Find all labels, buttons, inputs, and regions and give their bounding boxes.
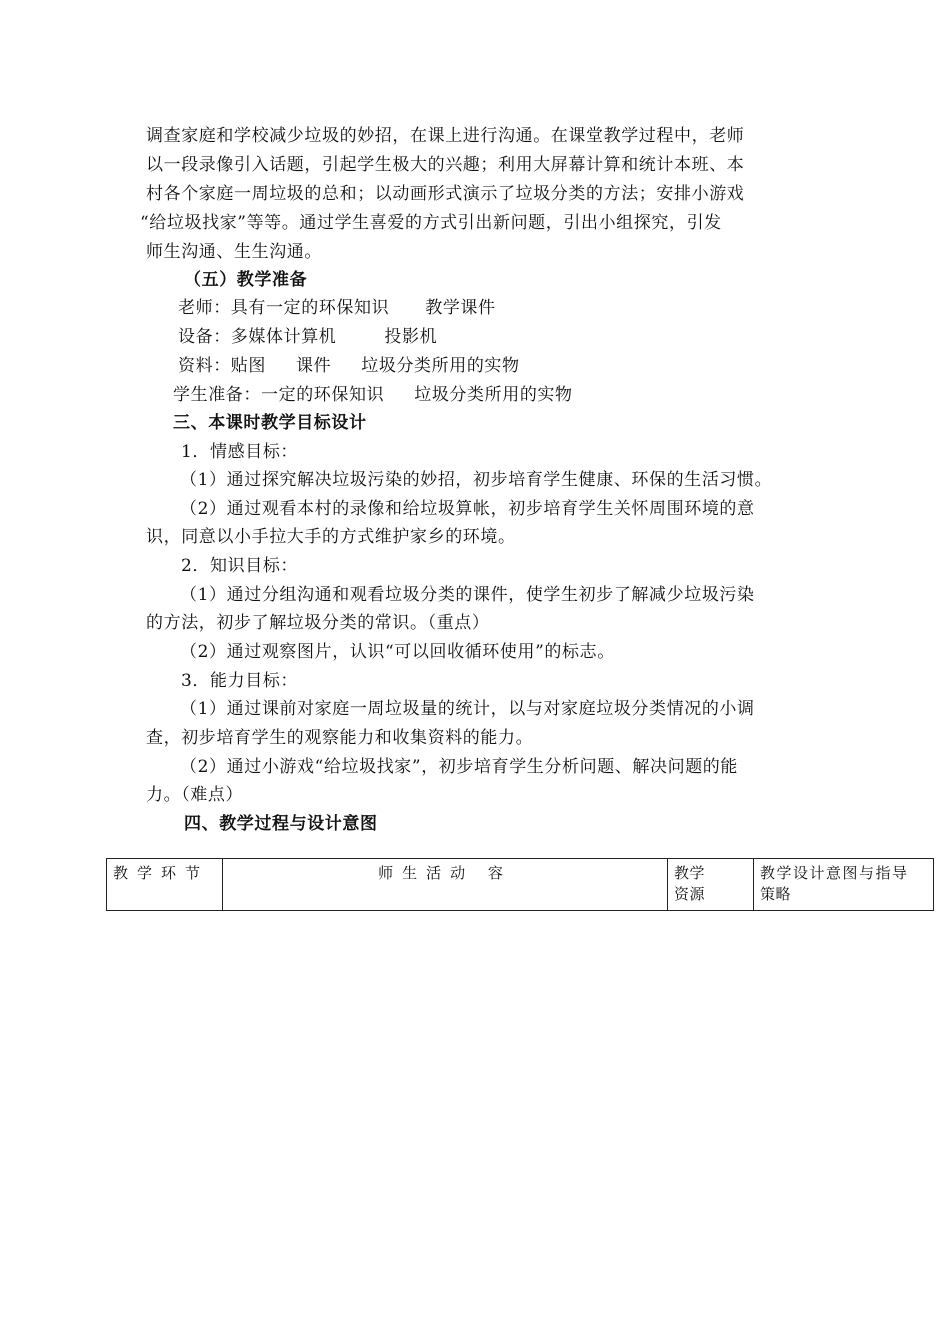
goal-title-knowledge: 2．知识目标： (181, 556, 299, 576)
paragraph-line: 以一段录像引入话题，引起学生极大的兴趣；利用大屏幕计算和统计本班、本 (146, 155, 745, 175)
prep-equipment: 设备：多媒体计算机 投影机 (178, 327, 438, 347)
goal-item: （1）通过探究解决垃圾污染的妙招，初步培育学生健康、环保的生活习惯。 (180, 470, 773, 490)
goal-item: 的方法，初步了解垃圾分类的常识。（重点） (146, 613, 490, 633)
goal-item: （1）通过课前对家庭一周垃圾量的统计，以与对家庭垃圾分类情况的小调 (180, 699, 755, 719)
table-header-cell: 教学 资源 (668, 859, 754, 911)
goal-item: 查，初步培育学生的观察能力和收集资料的能力。 (146, 728, 534, 748)
goal-item: （2）通过小游戏“给垃圾找家”，初步培育学生分析问题、解决问题的能 (180, 757, 738, 777)
goal-item: （1）通过分组沟通和观看垃圾分类的课件，使学生初步了解减少垃圾污染 (180, 585, 755, 605)
prep-student: 学生准备：一定的环保知识 垃圾分类所用的实物 (173, 385, 573, 405)
paragraph-line: 师生沟通、生生沟通。 (146, 242, 322, 262)
process-table (106, 858, 934, 911)
paragraph-line: 调查家庭和学校减少垃圾的妙招，在课上进行沟通。在课堂教学过程中，老师 (146, 126, 745, 146)
table-header-row (107, 859, 934, 911)
goal-item: 力。（难点） (146, 785, 244, 805)
section-heading-process: 四、教学过程与设计意图 (184, 814, 378, 834)
paragraph-line: “给垃圾找家”等等。通过学生喜爱的方式引出新问题，引出小组探究，引发 (140, 213, 722, 233)
section-heading-prep: （五）教学准备 (184, 270, 308, 290)
table-header-cell: 师生活动 容 (223, 859, 668, 911)
section-heading-goals: 三、本课时教学目标设计 (173, 413, 367, 433)
table-header-cell: 教学设计意图与指导 策略 (754, 859, 934, 911)
goal-item: （2）通过观看本村的录像和给垃圾算帐，初步培育学生关怀周围环境的意 (180, 499, 755, 519)
prep-teacher: 老师：具有一定的环保知识 教学课件 (178, 298, 496, 318)
table-header-cell: 教学环节 (107, 859, 223, 911)
goal-item: 识，同意以小手拉大手的方式维护家乡的环境。 (146, 527, 516, 547)
goal-title-emotion: 1．情感目标： (181, 442, 299, 462)
prep-materials: 资料：贴图 课件 垃圾分类所用的实物 (178, 356, 520, 376)
paragraph-line: 村各个家庭一周垃圾的总和；以动画形式演示了垃圾分类的方法；安排小游戏 (146, 184, 745, 204)
goal-title-ability: 3．能力目标： (181, 671, 299, 691)
goal-item: （2）通过观察图片，认识“可以回收循环使用”的标志。 (180, 642, 615, 662)
